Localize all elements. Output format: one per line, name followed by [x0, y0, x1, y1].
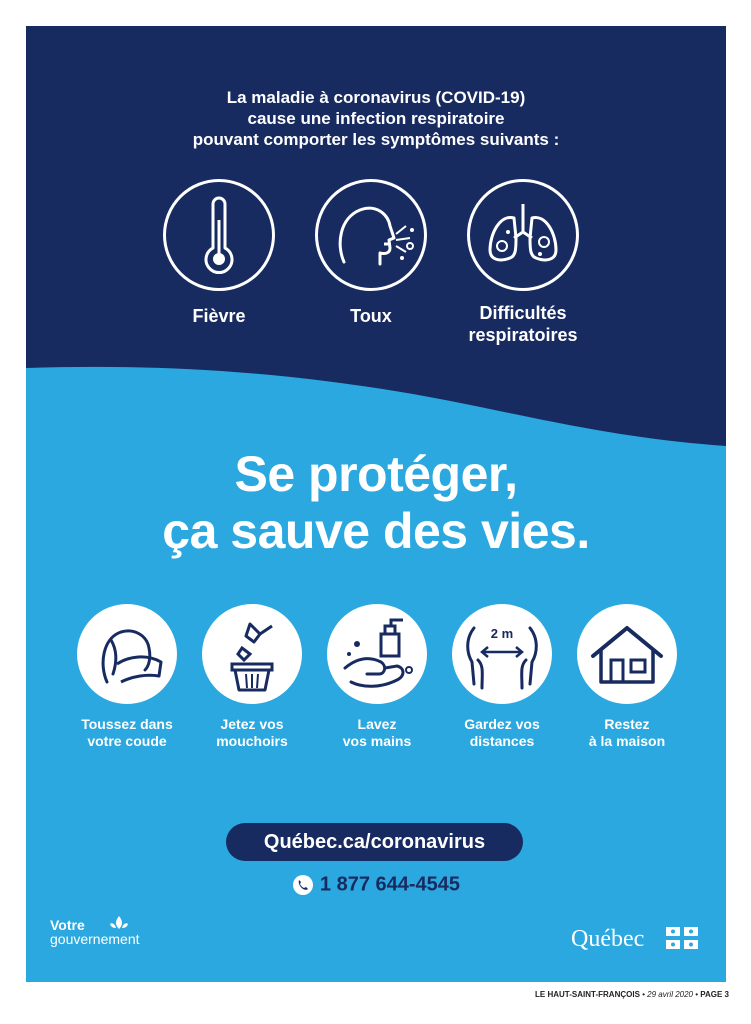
gov-line: gouvernement — [50, 931, 140, 947]
action-label-line: Toussez dans — [81, 716, 173, 732]
action-tissue — [202, 604, 302, 704]
cough-elbow-icon — [77, 604, 177, 704]
page-number: PAGE 3 — [700, 990, 729, 999]
headline-line: ça sauve des vies. — [162, 503, 590, 559]
symptom-label-line: respiratoires — [468, 325, 578, 345]
action-label-line: distances — [469, 733, 535, 749]
symptom-label — [423, 302, 623, 346]
phone-number[interactable]: 1 877 644-4545 — [319, 873, 461, 896]
newspaper-footer — [535, 990, 729, 999]
covid-poster — [26, 26, 726, 982]
action-distance — [452, 604, 552, 704]
house-icon — [577, 604, 677, 704]
lungs-icon — [470, 182, 576, 288]
action-label-line: votre coude — [87, 733, 167, 749]
intro-text — [26, 87, 726, 150]
thermometer-icon — [166, 182, 272, 288]
headline-line: Se protéger, — [234, 446, 518, 502]
action-label-line: Gardez vos — [464, 716, 540, 732]
newspaper-name: LE HAUT-SAINT-FRANÇOIS — [535, 990, 640, 999]
action-label-line: mouchoirs — [216, 733, 288, 749]
action-label — [552, 716, 702, 750]
symptom-label-line: Difficultés — [479, 303, 567, 323]
publication-date: • 29 avril 2020 • — [642, 990, 699, 999]
quebec-wordmark: Québec — [571, 926, 645, 952]
cough-icon — [318, 182, 424, 288]
headline — [26, 446, 726, 560]
action-label-line: Jetez vos — [220, 716, 284, 732]
gov-line: Votre — [50, 917, 85, 933]
symptom-label: Fièvre — [192, 306, 246, 326]
action-label-line: Restez — [604, 716, 650, 732]
website-link[interactable]: Québec.ca/coronavirus — [226, 823, 523, 861]
intro-line: La maladie à coronavirus (COVID-19) — [226, 88, 526, 107]
tissue-trash-icon — [202, 604, 302, 704]
distance-icon — [452, 604, 552, 704]
fleur-de-lis-icon — [106, 914, 132, 934]
intro-line: pouvant comporter les symptômes suivants : — [192, 130, 560, 149]
action-label-line: vos mains — [342, 733, 412, 749]
distance-badge: 2 m — [490, 626, 514, 641]
quebec-flag-icon — [666, 927, 698, 949]
fever-symptom — [163, 179, 275, 291]
action-wash-hands — [327, 604, 427, 704]
action-label-line: à la maison — [588, 733, 666, 749]
symptom-label: Toux — [350, 306, 392, 326]
breathing-symptom — [467, 179, 579, 291]
action-cough-elbow — [77, 604, 177, 704]
action-label-line: Lavez — [357, 716, 397, 732]
wash-hands-icon — [327, 604, 427, 704]
phone-icon — [292, 874, 314, 896]
symptoms-section — [26, 26, 726, 446]
phone-line — [26, 871, 726, 898]
cough-symptom — [315, 179, 427, 291]
action-stay-home — [577, 604, 677, 704]
intro-line: cause une infection respiratoire — [247, 109, 505, 128]
